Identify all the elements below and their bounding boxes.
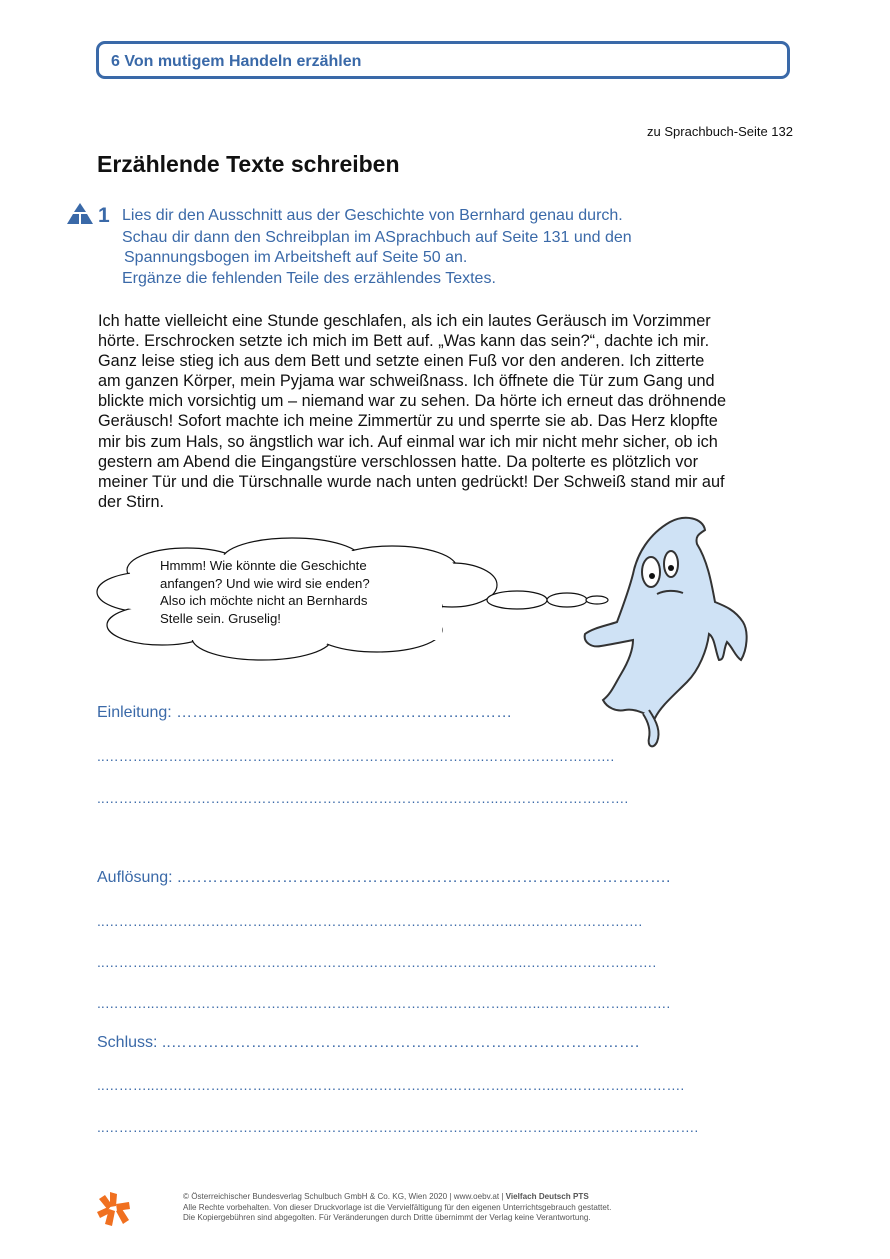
- sprachbuch-reference: zu Sprachbuch-Seite 132: [647, 124, 793, 139]
- schluss-field[interactable]: [97, 1034, 639, 1052]
- thought-line: Hmmm! Wie könnte die Geschichte: [160, 558, 367, 573]
- thought-line: Also ich möchte nicht an Bernhards: [160, 593, 368, 609]
- footer-product-name: Vielfach Deutsch PTS: [505, 1192, 589, 1201]
- answer-line[interactable]: ..………..………………………………………………………………..……………………….: [97, 790, 629, 806]
- answer-line[interactable]: ..………..……………………………………………………………………………..……………………….: [97, 1119, 699, 1135]
- aufloesung-dotted-line: ..……………………………………………………………………………….: [177, 869, 671, 886]
- page-title: Erzählende Texte schreiben: [97, 151, 400, 177]
- story-excerpt: [98, 311, 798, 512]
- schluss-dotted-line: ..…………………………………………………………………………….: [161, 1034, 640, 1051]
- thought-line: Stelle sein. Gruselig!: [160, 610, 281, 626]
- einleitung-label: Einleitung:: [97, 704, 172, 721]
- task-instruction-line: Lies dir den Ausschnitt aus der Geschichte von Bernhard genau durch.: [122, 207, 623, 224]
- story-line: Ich hatte vielleicht eine Stunde geschlafen, als ich ein lautes Geräusch im Vorzimmer: [98, 312, 711, 330]
- story-line: blickte mich vorsichtig um – niemand war zu sehen. Da hörte ich erneut das dröhnende: [98, 392, 727, 411]
- story-line: meiner Tür und die Türschnalle wurde nach unten gedrückt! Der Schweiß stand mir auf: [98, 472, 725, 491]
- difficulty-triangle-icon: [67, 203, 93, 225]
- answer-line[interactable]: ..………..………………………………………………………………………..……………………….: [97, 995, 671, 1011]
- answer-line[interactable]: ..………..……………………………………………………………………..……………………….: [97, 954, 657, 970]
- task-instruction-line: Ergänze die fehlenden Teile des erzählendes Textes.: [122, 270, 496, 287]
- einleitung-dotted-line: ………………………………………………………: [176, 704, 513, 721]
- footer-line: Die Kopiergebühren sind abgegolten. Für Veränderungen durch Dritte übernimmt der Verlag keine Verantwortung.: [183, 1213, 591, 1223]
- einleitung-field[interactable]: [97, 704, 512, 722]
- publisher-logo-icon: [96, 1190, 132, 1228]
- answer-line[interactable]: ..………..…………………………………………………………………..……………………….: [97, 913, 643, 929]
- footer-copyright-text: © Österreichischer Bundesverlag Schulbuch GmbH & Co. KG, Wien 2020 | www.oebv.at |: [183, 1192, 506, 1201]
- aufloesung-label: Auflösung:: [97, 869, 173, 886]
- story-line: gestern am Abend die Eingangstüre verschlossen hatte. Da polterte es plötzlich vor: [98, 452, 699, 471]
- task-number: 1: [98, 204, 110, 227]
- footer-line: [183, 1192, 611, 1203]
- footer-copyright: [183, 1192, 611, 1224]
- thought-bubble-text: [160, 557, 415, 627]
- answer-line[interactable]: ..………..…………………………………………………………………………..……………………….: [97, 1077, 685, 1093]
- story-line: Geräusch! Sofort machte ich meine Zimmertür zu und sperrte sie ab. Das Herz klopfte: [98, 412, 718, 431]
- story-line: mir bis zum Hals, so ängstlich war ich. Auf einmal war ich mir nicht mehr sicher, ob ich: [98, 432, 718, 451]
- aufloesung-field[interactable]: [97, 869, 670, 887]
- ghost-illustration: [575, 510, 760, 755]
- footer-line: Alle Rechte vorbehalten. Von dieser Druckvorlage ist die Vervielfältigung für den eigenen Unterrichtsgebrauch gestattet.: [183, 1202, 612, 1212]
- chapter-title: 6 Von mutigem Handeln erzählen: [111, 53, 362, 70]
- task-instruction-line: Schau dir dann den Schreibplan im ASprachbuch auf Seite 131 und den: [122, 229, 632, 246]
- thought-line: anfangen? Und wie wird sie enden?: [160, 575, 370, 591]
- story-line: der Stirn.: [98, 492, 165, 511]
- story-line: hörte. Erschrocken setzte ich mich im Bett auf. „Was kann das sein?“, dachte ich mir.: [98, 332, 710, 351]
- schluss-label: Schluss:: [97, 1034, 158, 1051]
- answer-line[interactable]: ..………..……………………………………………………………..……………………….: [97, 748, 615, 764]
- story-line: am ganzen Körper, mein Pyjama war schweißnass. Ich öffnete die Tür zum Gang und: [98, 372, 715, 391]
- task-instruction-line: Spannungsbogen im Arbeitsheft auf Seite 50 an.: [124, 249, 468, 266]
- story-line: Ganz leise stieg ich aus dem Bett und setzte einen Fuß vor den anderen. Ich zitterte: [98, 352, 705, 371]
